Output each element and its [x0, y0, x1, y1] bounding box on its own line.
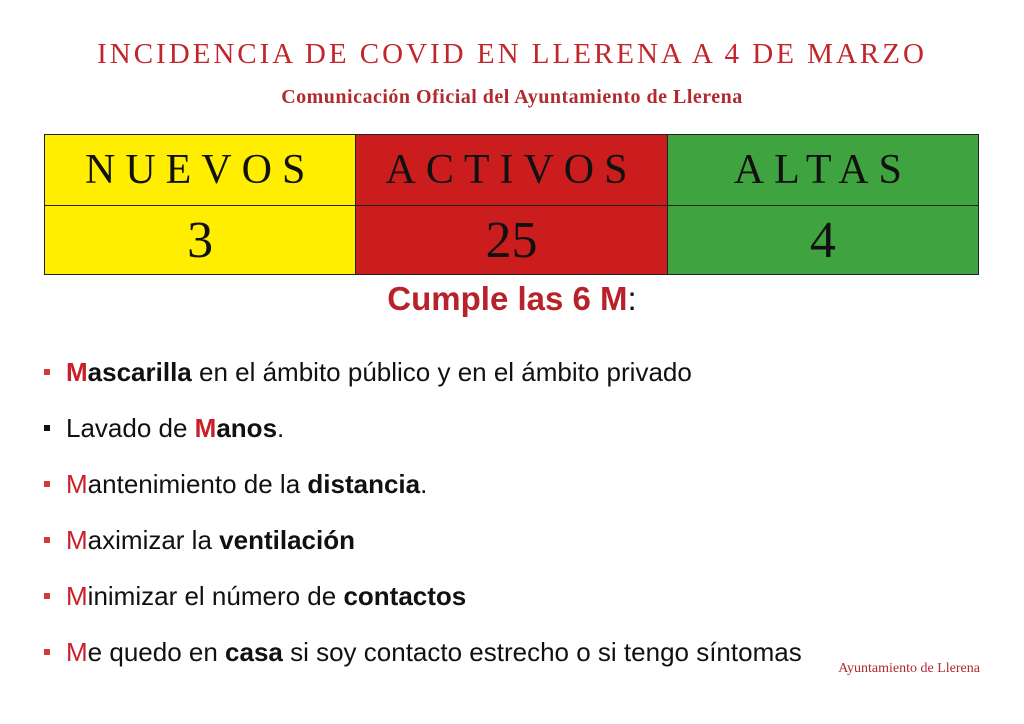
rule-text: Lavado de — [66, 413, 195, 443]
cumple-text: Cumple las 6 M — [387, 280, 628, 317]
altas-label: ALTAS — [667, 135, 978, 206]
page-subtitle: Comunicación Oficial del Ayuntamiento de Llerena — [281, 86, 743, 108]
rule-text: inimizar el número de — [87, 581, 344, 611]
footer-signature: Ayuntamiento de Llerena — [838, 661, 980, 676]
rule-initial: M — [66, 469, 88, 499]
rule-keyword: distancia — [307, 469, 421, 499]
stats-values-row — [45, 206, 979, 275]
nuevos-label: NUEVOS — [45, 135, 356, 206]
rule-text-end: . — [277, 413, 285, 443]
bullet-icon — [44, 649, 50, 655]
rule-text: en el ámbito público y en el ámbito privado — [191, 357, 692, 387]
covid-stats-table — [44, 134, 979, 275]
bullet-icon — [44, 481, 50, 487]
activos-value: 25 — [356, 206, 667, 275]
rule-text-end: si soy contacto estrecho o si tengo síntomas — [282, 637, 802, 667]
rules-list — [44, 352, 802, 688]
rule-keyword: ventilación — [219, 525, 355, 555]
cumple-heading — [0, 280, 1024, 318]
rule-text-end: . — [420, 469, 428, 499]
rule-manos — [44, 408, 802, 464]
cumple-colon: : — [627, 280, 637, 317]
rule-initial: M — [66, 357, 88, 387]
rule-keyword: contactos — [343, 581, 467, 611]
rule-initial: M — [66, 525, 88, 555]
rule-initial: M — [194, 413, 217, 443]
rule-text: e quedo en — [87, 637, 226, 667]
altas-value: 4 — [667, 206, 978, 275]
rule-distancia — [44, 464, 802, 520]
rule-ventilacion — [44, 520, 802, 576]
page-title: INCIDENCIA DE COVID EN LLERENA A 4 DE MARZO — [97, 38, 927, 70]
bullet-icon — [44, 425, 50, 431]
rule-text: aximizar la — [87, 525, 220, 555]
rule-keyword: ascarilla — [87, 357, 192, 387]
bullet-icon — [44, 593, 50, 599]
rule-initial: M — [66, 581, 88, 611]
rule-keyword: anos — [216, 413, 278, 443]
rule-contactos — [44, 576, 802, 632]
rule-keyword: casa — [225, 637, 283, 667]
stats-header-row — [45, 135, 979, 206]
rule-text: antenimiento de la — [87, 469, 308, 499]
activos-label: ACTIVOS — [356, 135, 667, 206]
rule-casa — [44, 632, 802, 688]
rule-mascarilla — [44, 352, 802, 408]
bullet-icon — [44, 537, 50, 543]
bullet-icon — [44, 369, 50, 375]
rule-initial: M — [66, 637, 88, 667]
nuevos-value: 3 — [45, 206, 356, 275]
